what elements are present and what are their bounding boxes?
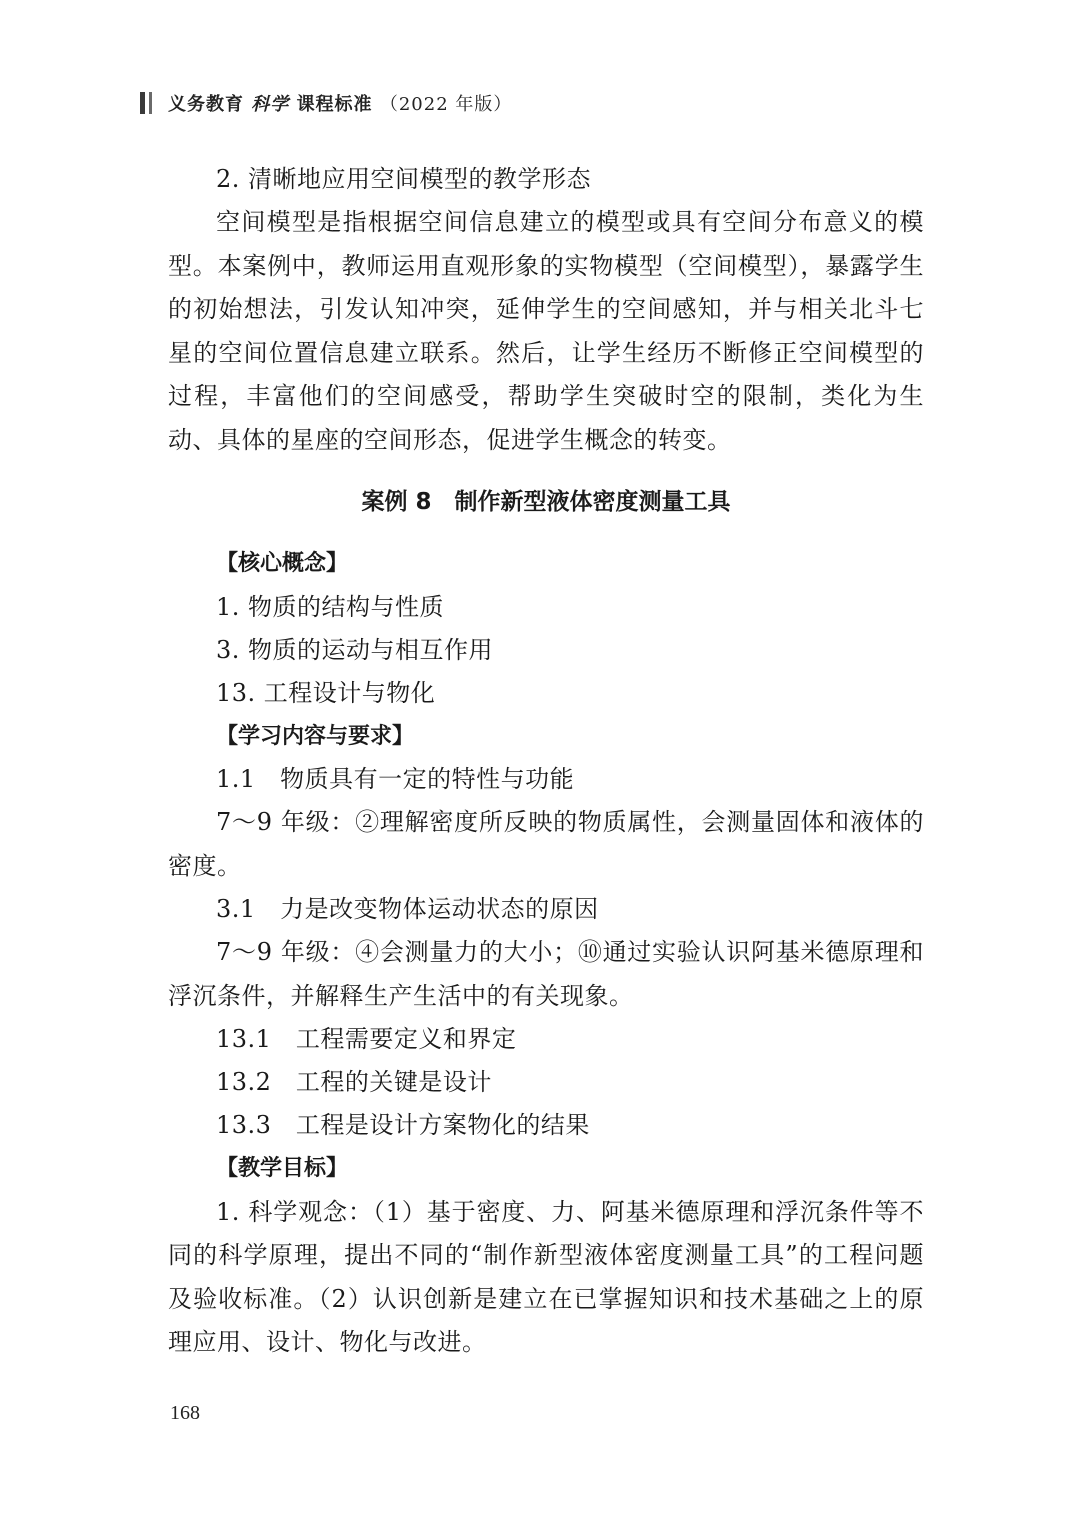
learning-item-title: 1.1 物质具有一定的特性与功能 (216, 765, 575, 793)
header-part2: 科学 (251, 94, 290, 115)
header-bars-icon (140, 92, 156, 114)
header-part3: 课程标准 (296, 94, 373, 115)
section-subheading: 2. 清晰地应用空间模型的教学形态 (216, 165, 592, 193)
learning-item-title: 13.1 工程需要定义和界定 (216, 1025, 517, 1053)
learning-item-title: 13.3 工程是设计方案物化的结果 (216, 1111, 590, 1139)
core-concept-item: 13. 工程设计与物化 (216, 678, 436, 707)
learning-item-text: 7～9 年级：④会测量力的大小；⑩通过实验认识阿基米德原理和浮沉条件，并解释生产生活中的有关现象。 (168, 938, 924, 1010)
core-concept-item: 3. 物质的运动与相互作用 (216, 635, 494, 664)
learning-item-text: 7～9 年级：②理解密度所反映的物质属性，会测量固体和液体的密度。 (168, 808, 924, 880)
objectives-heading: 【教学目标】 (216, 1156, 349, 1181)
page-number: 168 (170, 1402, 200, 1424)
header-part1: 义务教育 (168, 94, 244, 115)
section-paragraph: 空间模型是指根据空间信息建立的模型或具有空间分布意义的模型。本案例中，教师运用直观形象的实物模型（空间模型），暴露学生的初始想法，引发认知冲突，延伸学生的空间感知，并与相关北斗七星的空间位置信息建立联系。然后，让学生经历不断修正空间模型的过程，丰富他们的空间感受，帮助学生突破时空的限制，类化为生动、具体的星座的空间形态，促进学生概念的转变。 (168, 208, 924, 454)
header-edition: （2022 年版） (379, 94, 513, 115)
running-header (140, 88, 512, 118)
core-concepts-heading: 【核心概念】 (216, 551, 349, 576)
header-title (168, 90, 512, 116)
learning-item-title: 13.2 工程的关键是设计 (216, 1068, 492, 1096)
core-concept-item: 1. 物质的结构与性质 (216, 592, 445, 621)
objectives-text: 1. 科学观念：（1）基于密度、力、阿基米德原理和浮沉条件等不同的科学原理，提出不同的“制作新型液体密度测量工具”的工程问题及验收标准。（2）认识创新是建立在已掌握知识和技术基础之上的原理应用、设计、物化与改进。 (168, 1197, 924, 1356)
page-content (168, 158, 924, 1365)
learning-item-title: 3.1 力是改变物体运动状态的原因 (216, 895, 599, 923)
case-title: 案例 8 制作新型液体密度测量工具 (361, 489, 731, 515)
learning-heading: 【学习内容与要求】 (216, 723, 415, 749)
